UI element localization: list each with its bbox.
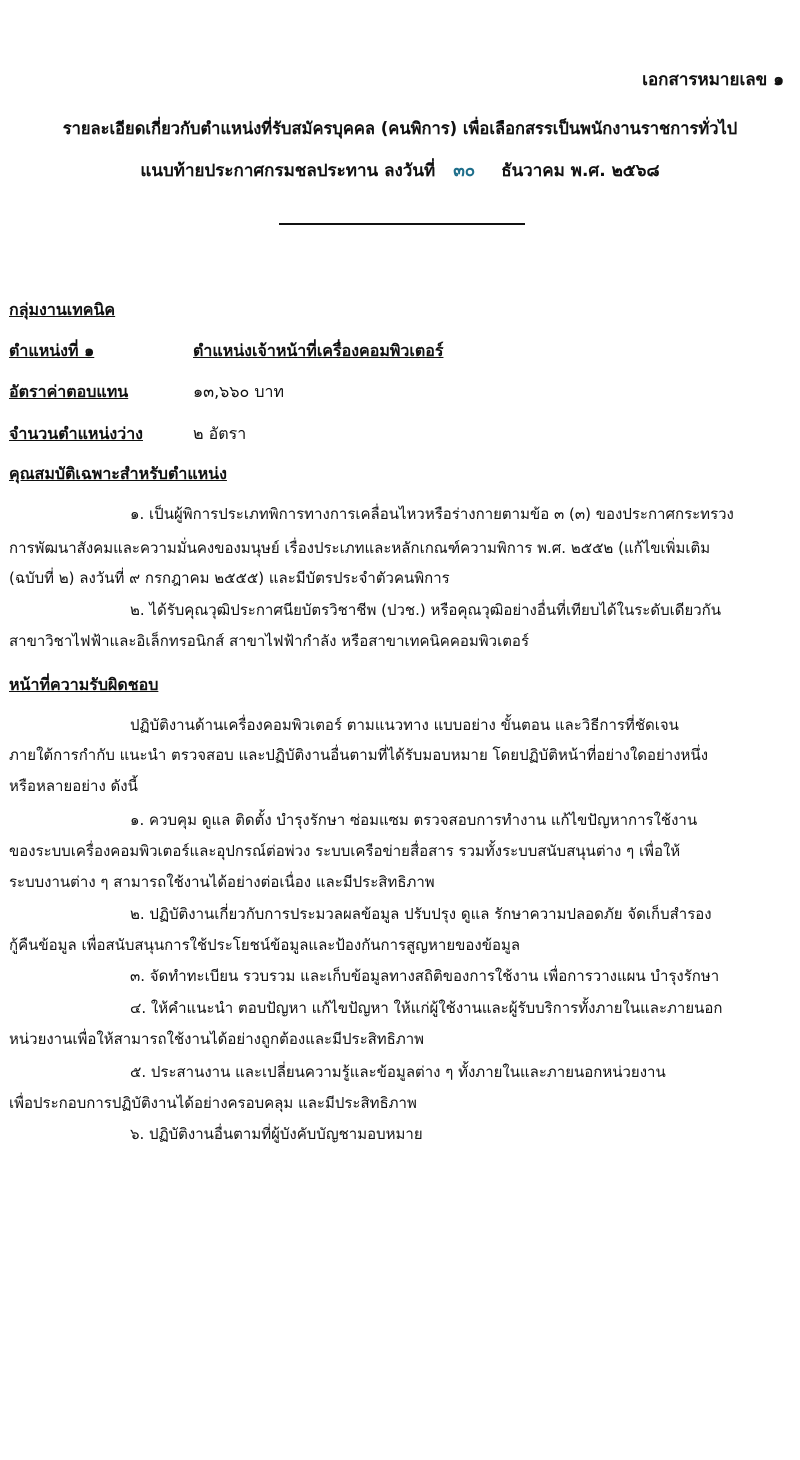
position-label: ตำแหน่งที่ ๑: [9, 341, 95, 360]
duty-line: ของระบบเครื่องคอมพิวเตอร์และอุปกรณ์ต่อพ่วง ระบบเครือข่ายสื่อสาร รวมทั้งระบบสนับสนุนต่าง ๆ เพื่อให้: [9, 842, 681, 860]
qualification-line: ๑. เป็นผู้พิการประเภทพิการทางการเคลื่อนไหวหรือร่างกายตามข้อ ๓ (๓) ของประกาศกระทรวง: [130, 505, 734, 523]
duty-line: หรือหลายอย่าง ดังนี้: [9, 777, 138, 795]
qualification-line: การพัฒนาสังคมและความมั่นคงของมนุษย์ เรื่องประเภทและหลักเกณฑ์ความพิการ พ.ศ. ๒๕๕๒ (แก้ไขเพิ่มเติม: [9, 539, 711, 557]
duty-line: ๑. ควบคุม ดูแล ติดตั้ง บำรุงรักษา ซ่อมแซม ตรวจสอบการทำงาน แก้ไขปัญหาการใช้งาน: [130, 811, 698, 829]
document-number: เอกสารหมายเลข ๑: [642, 70, 784, 90]
vacancy-value: ๒ อัตรา: [193, 424, 247, 443]
duty-line: กู้คืนข้อมูล เพื่อสนับสนุนการใช้ประโยชน์ข้อมูลและป้องกันการสูญหายของข้อมูล: [9, 936, 521, 954]
duty-line: ๓. จัดทำทะเบียน รวบรวม และเก็บข้อมูลทางสถิติของการใช้งาน เพื่อการวางแผน บำรุงรักษา: [130, 967, 720, 985]
job-group-heading: กลุ่มงานเทคนิค: [9, 300, 116, 319]
duty-line: ๔. ให้คำแนะนำ ตอบปัญหา แก้ไขปัญหา ให้แก่ผู้ใช้งานและผู้รับบริการทั้งภายในและภายนอก: [130, 999, 723, 1017]
qualification-line: สาขาวิชาไฟฟ้าและอิเล็กทรอนิกส์ สาขาไฟฟ้ากำลัง หรือสาขาเทคนิคคอมพิวเตอร์: [9, 632, 529, 650]
qualification-line: (ฉบับที่ ๒) ลงวันที่ ๙ กรกฎาคม ๒๕๕๕) และมีบัตรประจำตัวคนพิการ: [9, 569, 450, 587]
announcement-month-year: ธันวาคม พ.ศ. ๒๕๖๘: [501, 161, 660, 181]
duty-line: ๖. ปฏิบัติงานอื่นตามที่ผู้บังคับบัญชามอบหมาย: [130, 1125, 423, 1143]
qualification-line: ๒. ได้รับคุณวุฒิประกาศนียบัตรวิชาชีพ (ปวช.) หรือคุณวุฒิอย่างอื่นที่เทียบได้ในระดับเดียวกัน: [130, 601, 722, 619]
salary-label: อัตราค่าตอบแทน: [9, 382, 129, 401]
duty-line: ๒. ปฏิบัติงานเกี่ยวกับการประมวลผลข้อมูล ปรับปรุง ดูแล รักษาความปลอดภัย จัดเก็บสำรอง: [130, 905, 712, 923]
position-value: ตำแหน่งเจ้าหน้าที่เครื่องคอมพิวเตอร์: [193, 341, 444, 360]
duty-line: ภายใต้การกำกับ แนะนำ ตรวจสอบ และปฏิบัติงานอื่นตามที่ได้รับมอบหมาย โดยปฏิบัติหน้าที่อย่างใดอย่างหนึ่ง: [9, 746, 709, 764]
duties-heading: หน้าที่ความรับผิดชอบ: [9, 675, 159, 694]
duty-line: ปฏิบัติงานด้านเครื่องคอมพิวเตอร์ ตามแนวทาง แบบอย่าง ขั้นตอน และวิธีการที่ชัดเจน: [130, 716, 679, 734]
announcement-reference: [0, 157, 800, 184]
vacancy-label: จำนวนตำแหน่งว่าง: [9, 424, 143, 443]
duty-line: ระบบงานต่าง ๆ สามารถใช้งานได้อย่างต่อเนื่อง และมีประสิทธิภาพ: [9, 873, 435, 891]
duty-line: หน่วยงานเพื่อให้สามารถใช้งานได้อย่างถูกต้องและมีประสิทธิภาพ: [9, 1030, 425, 1048]
document-title: รายละเอียดเกี่ยวกับตำแหน่งที่รับสมัครบุคคล (คนพิการ) เพื่อเลือกสรรเป็นพนักงานราชการทั่วไป: [62, 119, 738, 138]
duty-line: ๕. ประสานงาน และเปลี่ยนความรู้และข้อมูลต่าง ๆ ทั้งภายในและภายนอกหน่วยงาน: [130, 1063, 666, 1081]
title-divider: [279, 223, 525, 225]
salary-value: ๑๓,๖๖๐ บาท: [193, 382, 285, 401]
qualifications-heading: คุณสมบัติเฉพาะสำหรับตำแหน่ง: [9, 464, 227, 483]
announcement-prefix: แนบท้ายประกาศกรมชลประทาน ลงวันที่: [140, 161, 436, 181]
announcement-day: ๓๐: [453, 161, 476, 181]
duty-line: เพื่อประกอบการปฏิบัติงานได้อย่างครอบคลุม และมีประสิทธิภาพ: [9, 1094, 417, 1112]
